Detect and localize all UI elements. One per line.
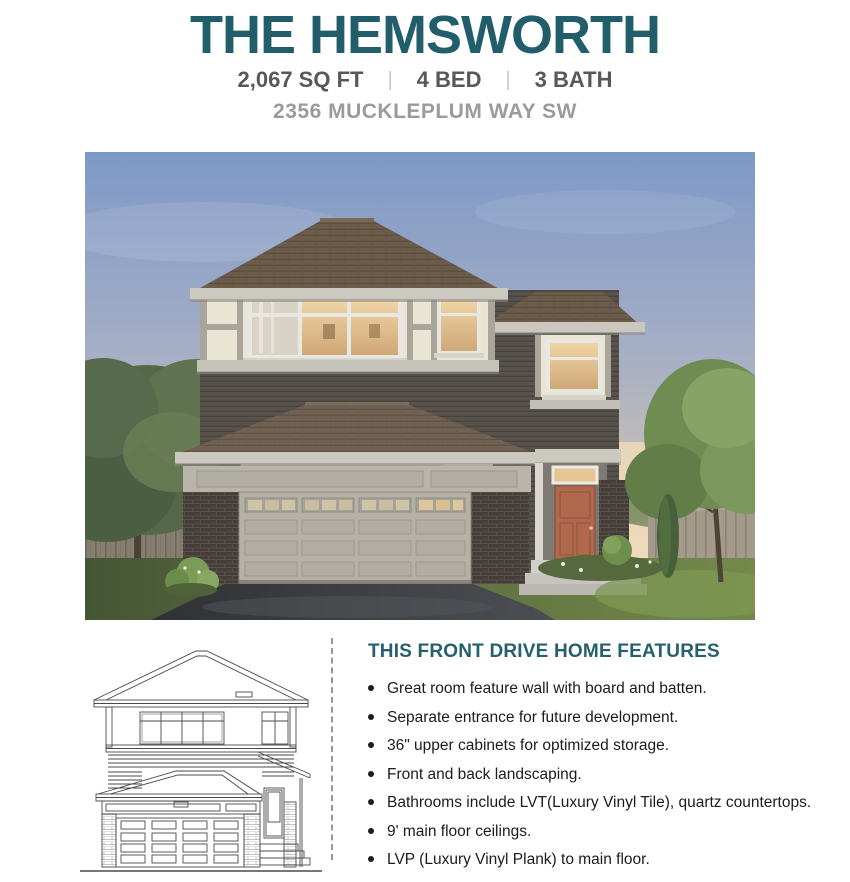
features-section <box>368 641 843 880</box>
front-door <box>555 486 595 562</box>
stat-separator: | <box>505 69 511 92</box>
page-title: THE HEMSWORTH <box>190 5 660 65</box>
feature-item: Bathrooms include LVT(Luxury Vinyl Tile), quartz countertops. <box>368 794 843 812</box>
feature-item: LVP (Luxury Vinyl Plank) to main floor. <box>368 851 843 869</box>
garage-door <box>239 492 471 584</box>
home-address: 2356 MUCKLEPLUM WAY SW <box>273 100 577 124</box>
dashed-divider <box>331 638 333 860</box>
stat-bed: 4 BED <box>416 67 482 93</box>
garage-brick-pier-right <box>471 492 529 584</box>
feature-item: 36" upper cabinets for optimized storage. <box>368 737 843 755</box>
front-elevation-drawing <box>76 642 326 877</box>
upper-window-large <box>243 295 407 363</box>
feature-item: Front and back landscaping. <box>368 766 843 784</box>
upper-window-small <box>434 295 484 358</box>
home-stats <box>0 67 850 93</box>
stat-bath: 3 BATH <box>534 67 613 93</box>
front-elevation-svg <box>76 642 326 877</box>
house-render-svg <box>85 152 755 620</box>
stat-separator: | <box>387 69 393 92</box>
feature-item: Separate entrance for future development. <box>368 709 843 727</box>
feature-item: Great room feature wall with board and batten. <box>368 680 843 698</box>
stat-sqft: 2,067 SQ FT <box>237 67 364 93</box>
features-heading: THIS FRONT DRIVE HOME FEATURES <box>368 641 720 662</box>
header <box>0 0 850 124</box>
feature-item: 9' main floor ceilings. <box>368 823 843 841</box>
house-render-image <box>85 152 755 620</box>
features-list <box>368 680 843 869</box>
